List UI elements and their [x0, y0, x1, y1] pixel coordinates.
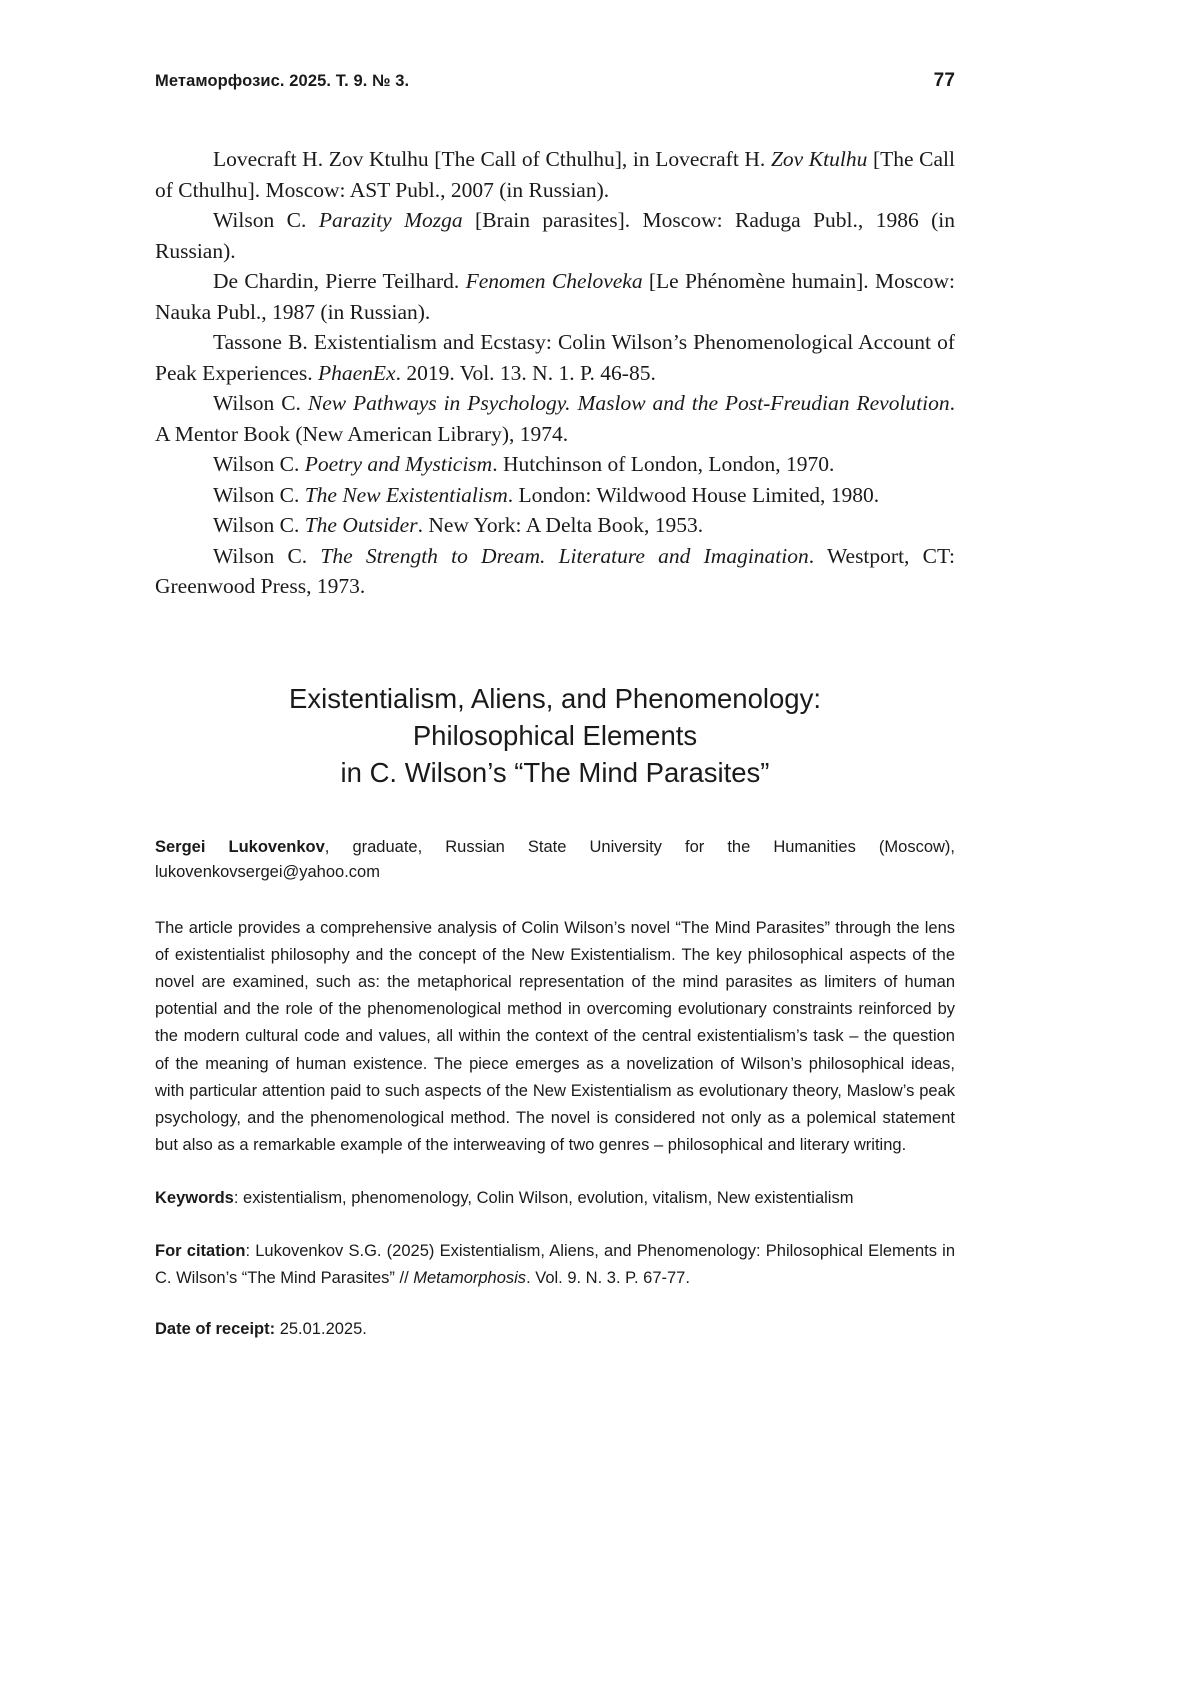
receipt-date: 25.01.2025. [275, 1319, 367, 1338]
reference-entry [155, 144, 955, 205]
keywords-block [155, 1185, 955, 1212]
reference-text: Lovecraft H. Zov Ktulhu [The Call of Cthulhu], in Lovecraft H. [213, 147, 771, 171]
reference-entry [155, 480, 955, 511]
page-content [155, 70, 955, 1343]
reference-text: Wilson C. [213, 513, 305, 538]
citation-volume: . Vol. 9. N. 3. P. 67-77. [526, 1268, 690, 1287]
reference-text: . New York: A Delta Book, 1953. [417, 513, 704, 538]
running-head [155, 70, 955, 92]
reference-text: . 2019. Vol. 13. N. 1. P. 46-85. [395, 360, 656, 385]
reference-text: De Chardin, Pierre Teilhard. [213, 269, 466, 294]
author-affiliation: , graduate, Russian State University for the Humanities (Moscow), lukovenkovsergei@yahoo.com [155, 838, 956, 882]
abstract-text: The article provides a comprehensive analysis of Colin Wilson’s novel “The Mind Parasites” through the lens of existentialist philosophy and the concept of the New Existentialism. The key philosophical aspects of the novel are examined, such as: the metaphorical representation of the mind parasites as limiters of human potential and the role of the phenomenological method in overcoming evolutionary constraints reinforced by the modern cultural code and values, all within the context of the central existentialism’s task – the question of the meaning of human existence. The piece emerges as a novelization of Wilson’s philosophical ideas, with particular attention paid to such aspects of the New Existentialism as evolutionary theory, Maslow’s peak psychology, and the phenomenological method. The novel is considered not only as a polemical statement but also as a remarkable example of the interweaving of two genres – philosophical and literary writing. [155, 919, 955, 1154]
reference-title-italic: Fenomen Cheloveka [465, 269, 643, 294]
reference-title-italic: The Strength to Dream. Literature and Imagination [320, 543, 809, 568]
keywords-label: Keywords [155, 1188, 234, 1207]
reference-text: [The Call of Cthulhu]. Moscow: AST Publ., 2007 (in Russian). [155, 147, 955, 202]
reference-text: . Westport, CT: Greenwood Press, 1973. [155, 543, 955, 599]
reference-title-italic: New Pathways in Psychology. Maslow and the Post-Freudian Revolution [307, 391, 950, 416]
reference-title-italic: The New Existentialism [304, 482, 508, 507]
reference-entry [155, 327, 955, 388]
reference-text: [Brain parasites]. Moscow: Raduga Publ., 1986 (in Russian). [155, 208, 956, 263]
article-title-line: in C. Wilson’s “The Mind Parasites” [340, 756, 770, 788]
keywords-text: : existentialism, phenomenology, Colin Wilson, evolution, vitalism, New existentialism [233, 1188, 854, 1207]
reference-text: . A Mentor Book (New American Library), 1974. [155, 391, 955, 446]
reference-title-italic: Zov Ktulhu [770, 147, 868, 171]
reference-title-italic: Parazity Mozga [318, 208, 463, 233]
reference-text: [Le Phénomène humain]. Moscow: Nauka Publ., 1987 (in Russian). [155, 269, 955, 324]
reference-text: . Hutchinson of London, London, 1970. [492, 452, 835, 477]
reference-text: Wilson C. [213, 208, 319, 233]
reference-entry [155, 388, 955, 449]
references-list [155, 144, 955, 602]
reference-text: Wilson C. [213, 452, 305, 477]
reference-text: Wilson C. [213, 482, 305, 507]
reference-text: Wilson C. [213, 543, 321, 568]
reference-text: Tassone B. Existentialism and Ecstasy: Colin Wilson’s Phenomenological Account of Peak Experiences. [155, 330, 955, 385]
reference-entry [155, 510, 955, 541]
reference-title-italic: Poetry and Mysticism [304, 452, 493, 477]
journal-running-title: Метаморфозис. 2025. Т. 9. № 3. [155, 72, 410, 90]
citation-block [155, 1238, 955, 1292]
citation-text: : Lukovenkov S.G. (2025) Existentialism, Aliens, and Phenomenology: Philosophical Elements in C. Wilson’s “The Mind Parasites” // [155, 1241, 955, 1287]
receipt-label: Date of receipt: [155, 1319, 276, 1338]
citation-label: For citation [155, 1241, 246, 1260]
page-number: 77 [933, 70, 955, 91]
reference-text: . London: Wildwood House Limited, 1980. [507, 482, 880, 507]
reference-text: Wilson C. [213, 391, 308, 416]
article-title-line: Existentialism, Aliens, and Phenomenology: [289, 682, 821, 714]
reference-entry [155, 205, 955, 266]
article-title [155, 680, 955, 791]
author-name: Sergei Lukovenkov [155, 838, 325, 857]
reference-entry [155, 449, 955, 480]
author-byline [155, 835, 955, 885]
reference-entry [155, 541, 955, 602]
receipt-block [155, 1316, 955, 1343]
citation-journal-name: Metamorphosis [413, 1268, 527, 1287]
reference-entry [155, 266, 955, 327]
article-title-line: Philosophical Elements [412, 719, 698, 751]
reference-title-italic: The Outsider [304, 513, 418, 538]
reference-title-italic: PhaenEx [317, 360, 396, 385]
